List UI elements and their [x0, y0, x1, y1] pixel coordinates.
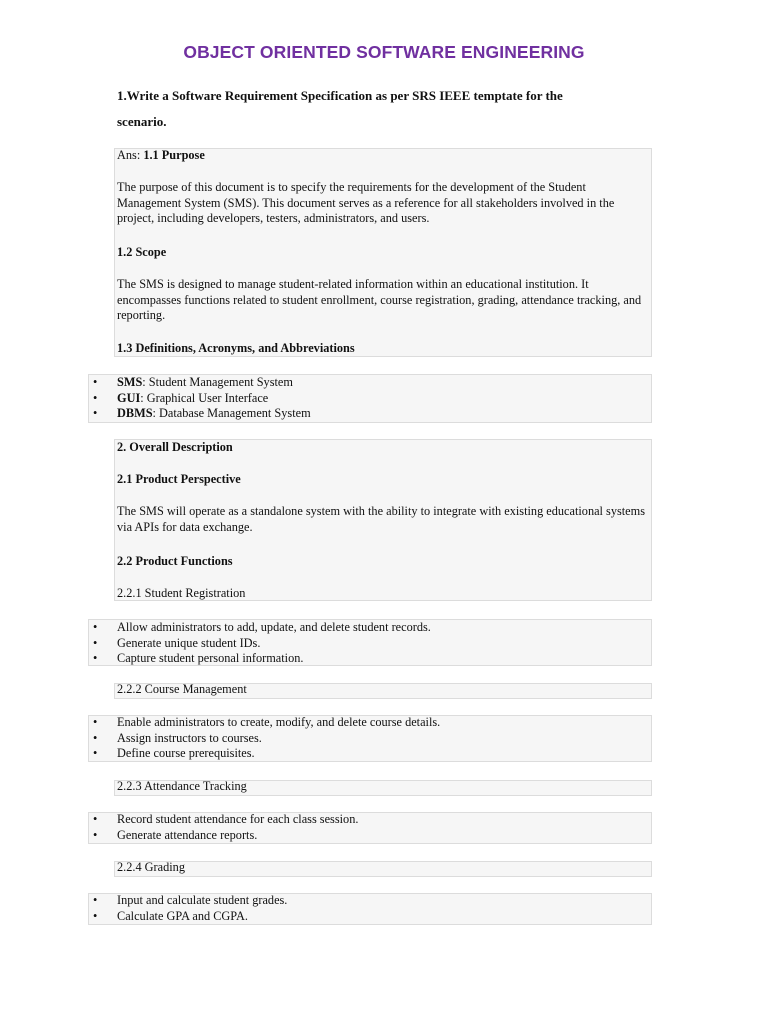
question-line-2: scenario. [117, 114, 167, 129]
section-1-1-text: The purpose of this document is to specify the requirements for the development of the Student Management System (SMS). This document serves as a reference for all stakeholders involved in the project, including developers, testers, administrators, and users. [117, 180, 615, 226]
document-title: OBJECT ORIENTED SOFTWARE ENGINEERING [183, 42, 585, 62]
list-item: • Calculate GPA and CGPA. [90, 909, 248, 925]
bullet-icon: • [93, 620, 98, 634]
list-item: • Record student attendance for each class session. [90, 812, 358, 828]
bullet-icon: • [93, 390, 98, 405]
section-1-2-heading: 1.2 Scope [117, 245, 167, 259]
bullet-icon: • [93, 715, 98, 729]
bullet-icon: • [93, 908, 98, 923]
list-item: • GUI: Graphical User Interface [90, 391, 268, 407]
section-1-2-text: The SMS is designed to manage student-related information within an educational institution. It encompasses functions related to student enrollment, course registration, grading, attendance tracking, and reporting. [117, 277, 642, 323]
section-2-heading: 2. Overall Description [117, 440, 233, 454]
section-1-1-heading: Ans: 1.1 Purpose [117, 148, 205, 162]
list-item: • Generate unique student IDs. [90, 636, 260, 652]
list-item: • Generate attendance reports. [90, 828, 257, 844]
list-item: • Assign instructors to courses. [90, 731, 262, 747]
bullet-icon: • [93, 746, 98, 761]
bullet-icon: • [93, 893, 98, 907]
bullet-icon: • [93, 651, 98, 666]
list-item: • Capture student personal information. [90, 651, 303, 667]
bullet-icon: • [93, 375, 98, 389]
bullet-icon: • [93, 406, 98, 421]
section-2-2-heading: 2.2 Product Functions [117, 554, 233, 568]
list-item: • Input and calculate student grades. [90, 893, 287, 909]
section-2-1-text: The SMS will operate as a standalone system with the ability to integrate with existing educational systems via APIs for data exchange. [117, 504, 645, 534]
section-2-2-1-heading: 2.2.1 Student Registration [117, 586, 246, 600]
list-item: • Define course prerequisites. [90, 746, 255, 762]
list-item: • Allow administrators to add, update, and delete student records. [90, 620, 431, 636]
grading-heading-box [114, 861, 652, 877]
bullet-icon: • [93, 730, 98, 745]
bullet-icon: • [93, 812, 98, 826]
bullet-icon: • [93, 827, 98, 842]
question-line-1: 1.Write a Software Requirement Specification as per SRS IEEE temptate for the [117, 88, 563, 103]
list-item: • Enable administrators to create, modify, and delete course details. [90, 715, 440, 731]
bullet-icon: • [93, 635, 98, 650]
list-item: • SMS: Student Management System [90, 375, 293, 391]
section-2-2-2-heading: 2.2.2 Course Management [117, 682, 247, 696]
section-2-2-4-heading: 2.2.4 Grading [117, 860, 185, 874]
section-2-2-3-heading: 2.2.3 Attendance Tracking [117, 779, 247, 793]
list-item: • DBMS: Database Management System [90, 406, 311, 422]
section-2-1-heading: 2.1 Product Perspective [117, 472, 241, 486]
section-1-3-heading: 1.3 Definitions, Acronyms, and Abbreviations [117, 341, 355, 355]
